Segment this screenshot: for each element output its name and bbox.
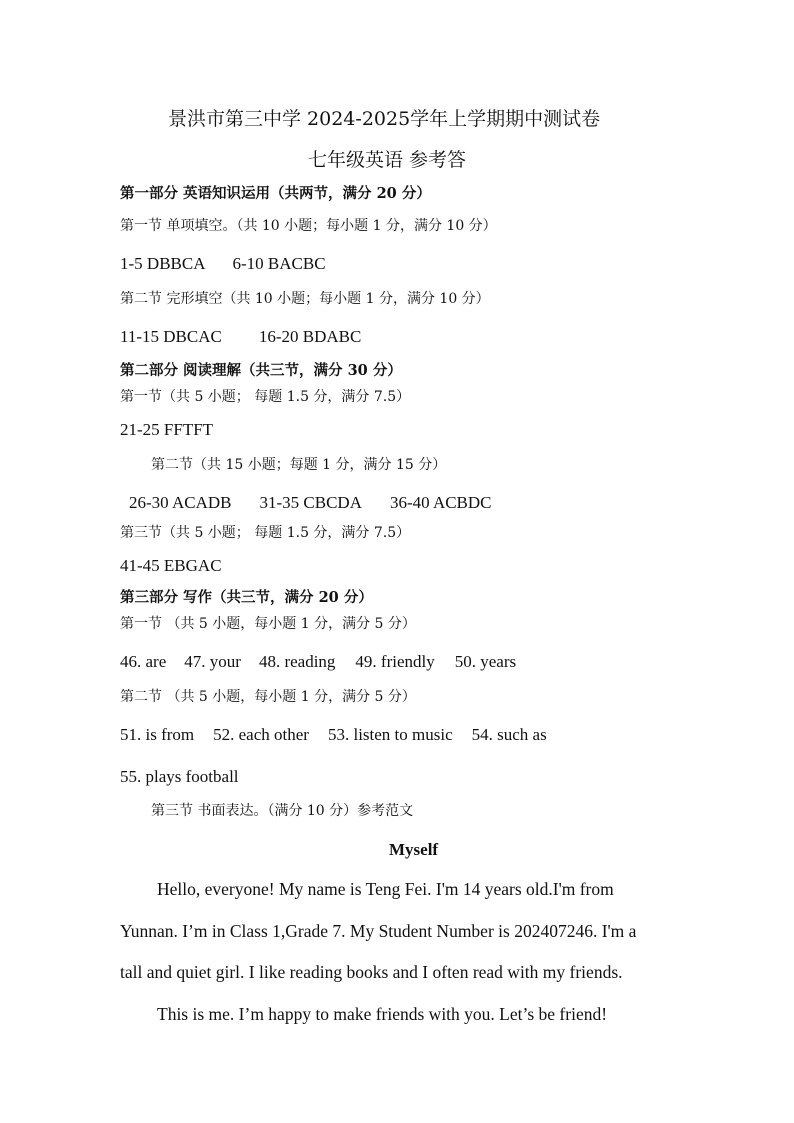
part2-sec3-label: 第三节（共 5 小题； 每题 1.5 分，满分 7.5） — [120, 525, 411, 541]
part2-sec1-label: 第一节（共 5 小题； 每题 1.5 分，满分 7.5） — [120, 389, 411, 405]
part1-sec1-label: 第一节 单项填空。（共 10 小题；每小题 1 分，满分 10 分） — [120, 218, 497, 234]
answer-group: 26-30 ACADB — [129, 493, 232, 512]
part3-sec2-answers-line2: 55. plays football — [120, 767, 239, 786]
part2-heading: 第二部分 阅读理解（共三节，满分 30 分） — [120, 362, 402, 379]
answer-group: 31-35 CBCDA — [259, 493, 362, 512]
answer-item: 48. reading — [258, 652, 336, 671]
answer-item: 51. is from — [120, 725, 195, 744]
part3-sec1-label: 第一节 （共 5 小题，每小题 1 分，满分 5 分） — [120, 616, 416, 632]
part3-sec2-label: 第二节 （共 5 小题，每小题 1 分，满分 5 分） — [120, 689, 416, 705]
part1-sec2-answers — [120, 328, 361, 345]
part3-sec1-answers — [120, 653, 516, 670]
essay-line: This is me. I’m happy to make friends with you. Let’s be friend! — [157, 1004, 608, 1024]
answer-group: 21-25 FFTFT — [120, 420, 214, 439]
essay-line: Hello, everyone! My name is Teng Fei. I'm 14 years old.I'm from — [157, 879, 614, 899]
answer-item: 49. friendly — [355, 652, 435, 671]
answer-item: 54. such as — [471, 725, 547, 744]
answer-item: 47. your — [184, 652, 241, 671]
answer-item: 52. each other — [213, 725, 309, 744]
part1-sec2-label: 第二节 完形填空（共 10 小题；每小题 1 分，满分 10 分） — [120, 291, 490, 307]
answer-item: 50. years — [454, 652, 517, 671]
part2-sec2-answers — [129, 494, 492, 511]
page-subtitle: 七年级英语 参考答 — [308, 149, 467, 171]
essay-line: tall and quiet girl. I like reading books and I often read with my friends. — [120, 962, 623, 982]
part2-sec3-answers — [120, 557, 222, 574]
answer-group: 6-10 BACBC — [232, 254, 326, 273]
essay-title: Myself — [389, 840, 439, 859]
answer-item: 46. are — [120, 652, 167, 671]
part2-sec2-label: 第二节（共 15 小题；每题 1 分，满分 15 分） — [151, 457, 447, 473]
answer-group: 36-40 ACBDC — [389, 493, 492, 512]
answer-group: 16-20 BDABC — [258, 327, 362, 346]
part1-sec1-answers — [120, 255, 326, 272]
part3-heading: 第三部分 写作（共三节，满分 20 分） — [120, 589, 373, 606]
answer-group: 11-15 DBCAC — [120, 327, 222, 346]
part3-sec3-label: 第三节 书面表达。（满分 10 分）参考范文 — [151, 803, 414, 819]
part2-sec1-answers — [120, 421, 213, 438]
answer-group: 41-45 EBGAC — [120, 556, 222, 575]
part1-heading: 第一部分 英语知识运用（共两节，满分 20 分） — [120, 185, 431, 202]
essay-line: Yunnan. I’m in Class 1,Grade 7. My Student Number is 202407246. I'm a — [120, 921, 637, 941]
page-title: 景洪市第三中学 2024-2025学年上学期期中测试卷 — [168, 108, 601, 130]
answer-item: 53. listen to music — [327, 725, 453, 744]
answer-group: 1-5 DBBCA — [120, 254, 206, 273]
part3-sec2-answers — [120, 726, 547, 743]
